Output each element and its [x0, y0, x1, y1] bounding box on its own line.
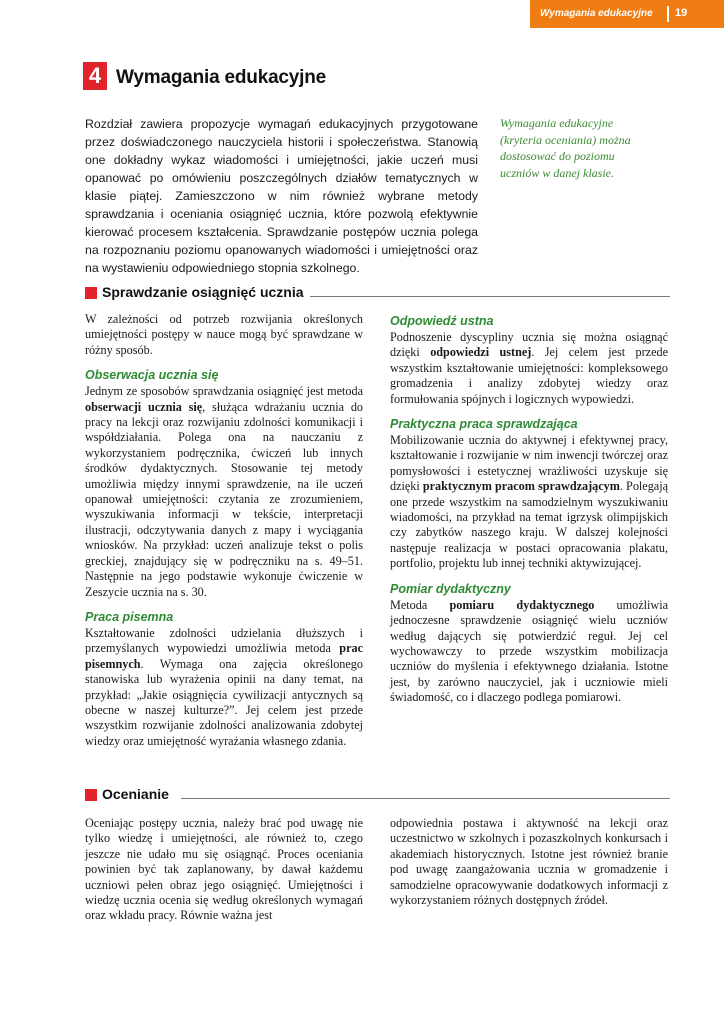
right-column: [390, 313, 668, 706]
section-title: Sprawdzanie osiągnięć ucznia: [102, 284, 304, 300]
subheading-oral: Odpowiedź ustna: [390, 314, 494, 328]
running-header-divider: [667, 6, 669, 22]
subheading-practical: Praktyczna praca sprawdzająca: [390, 417, 578, 432]
left-column: [85, 312, 363, 749]
paragraph-grading-left: Oceniając postępy ucznia, należy brać pod uwagę nie tylko wiedzę i umiejętności, ale również to, czego jeszcze nie udało mu się osiągnąć. Proces oceniania powinien być tak zaplanowany, by dawał każdemu uczniowi pełen obraz jego osiągnięć. Umiejętności i wiedzę ucznia ocenia się według określonych wymagań oraz wkładu pracy. Równie ważna jest: [85, 816, 363, 923]
paragraph-oral: Podnoszenie dyscypliny ucznia się można osiągnąć dzięki odpowiedzi ustnej. Jej celem jest przede wszystkim kształtowanie umiejętności: kompleksowego gromadzenia i analizy zdobytej wiedzy oraz formułowania spójnych i logicznych wypowiedzi.: [390, 330, 668, 406]
running-header-title: Wymagania edukacyjne: [540, 8, 653, 19]
side-note: Wymagania edukacyjne (kryteria oceniania) można dostosować do poziomu uczniów w danej klasie.: [500, 116, 631, 180]
paragraph-observation: Jednym ze sposobów sprawdzania osiągnięć jest metoda obserwacji ucznia się, służąca wdrażaniu ucznia do pracy na lekcji oraz rozwijaniu zdolności komunikacji i współdziałania. Polega ona na nauczaniu z wykorzystaniem podręcznika, ćwiczeń lub innych środków dydaktycznych. Stosowanie tej metody umożliwia między innymi sprawdzenie, na ile uczeń opanował umiejętności: czytania ze zrozumieniem, wyszukiwania informacji w tekście, interpretacji ilustracji, odczytywania danych z mapy i wyciągania wniosków. Na przykład: uczeń analizuje tekst o polis greckiej, znajdujący się w podręczniku na s. 49–51. Następnie na jego podstawie wykonuje ćwiczenie w Zeszycie ucznia na s. 30.: [85, 384, 364, 599]
paragraph-didactic: Metoda pomiaru dydaktycznego umożliwia jednoczesne sprawdzenie osiągnięć wielu uczniów według dających się potwierdzić reguł. Jej cel wychowawczy to przede wszystkim mobilizacja uczniów do myślenia i efektywnego działania. Istotne jest, by zarówno nauczyciel, jak i uczniowie mieli świadomość, co i dlaczego podlega pomiarowi.: [390, 597, 668, 705]
subheading-observation: Obserwacja ucznia się: [85, 368, 219, 383]
paragraph-grading-right: odpowiednia postawa i aktywność na lekcji oraz uczestnictwo w szkolnych i pozaszkolnych konkursach i akademiach historycznych. Istotne jest również branie pod uwagę zaangażowania ucznia w gromadzenie i samodzielne opracowywanie dodatkowych informacji z wykorzystaniem różnych dostępnych źródeł.: [390, 816, 668, 908]
chapter-number: 4: [83, 62, 107, 90]
section-rule: [181, 798, 670, 799]
section-lead: W zależności od potrzeb rozwijania określonych umiejętności postępy w nauce mogą być sprawdzane w różny sposób.: [85, 312, 363, 357]
grading-left-column: [85, 816, 363, 924]
page-number: 19: [675, 7, 688, 19]
section-rule: [310, 296, 670, 297]
section-heading-assessment: [85, 284, 670, 304]
subheading-didactic: Pomiar dydaktyczny: [390, 581, 511, 596]
section-marker-icon: [85, 789, 97, 801]
paragraph-practical: Mobilizowanie ucznia do aktywnej i efektywnej pracy, kształtowanie i rozwijanie w nim inwencji twórczej oraz pomysłowości i estetycznej wrażliwości uzyskuje się dzięki praktycznym pracom sprawdzającym. Polegają one przede wszystkim na samodzielnym wyszukiwaniu wiadomości, na przykład na temat igrzysk olimpijskich czy zabytków naszego kraju. W dalszej kolejności następuje realizacja w postaci opracowania plakatu, portfolio, projektu lub innej techniki aktywizującej.: [390, 433, 669, 571]
grading-right-column: [390, 816, 668, 908]
paragraph-written: Kształtowanie zdolności udzielania dłuższych i przemyślanych wypowiedzi umożliwia metoda prac pisemnych. Wymaga ona zajęcia określonego stanowiska lub wyrażenia opinii na dany temat, na przykład: „Jakie osiągnięcia cywilizacji antycznych są obecne w naszej kulturze?”. Jej celem jest przede wszystkim rozwijanie zdolności analizowania zdobytej wiedzy oraz umiejętność wyrażania własnego zdania.: [85, 625, 363, 748]
section-heading-grading: [85, 786, 670, 806]
chapter-title: Wymagania edukacyjne: [116, 67, 327, 88]
section-marker-icon: [85, 287, 97, 299]
section-title: Ocenianie: [102, 786, 169, 802]
intro-paragraph: Rozdział zawiera propozycje wymagań edukacyjnych przygotowane przez doświadczonego nauczyciela historii i społeczeństwa. Stanowią one dokładny wykaz wiadomości i umiejętności, jakie uczeń musi opanować po omówieniu poszczególnych działów tematycznych w klasie piątej. Zamieszczono w nim również wybrane metody sprawdzania i oceniania osiągnięć ucznia, które pozwolą efektywnie kierować procesem kształcenia. Sprawdzanie postępów ucznia polega na rozpoznaniu poziomu opanowanych wiadomości i umiejętności oraz na wystawieniu odpowiedniego stopnia szkolnego.: [85, 117, 478, 275]
subheading-written: Praca pisemna: [85, 609, 174, 624]
